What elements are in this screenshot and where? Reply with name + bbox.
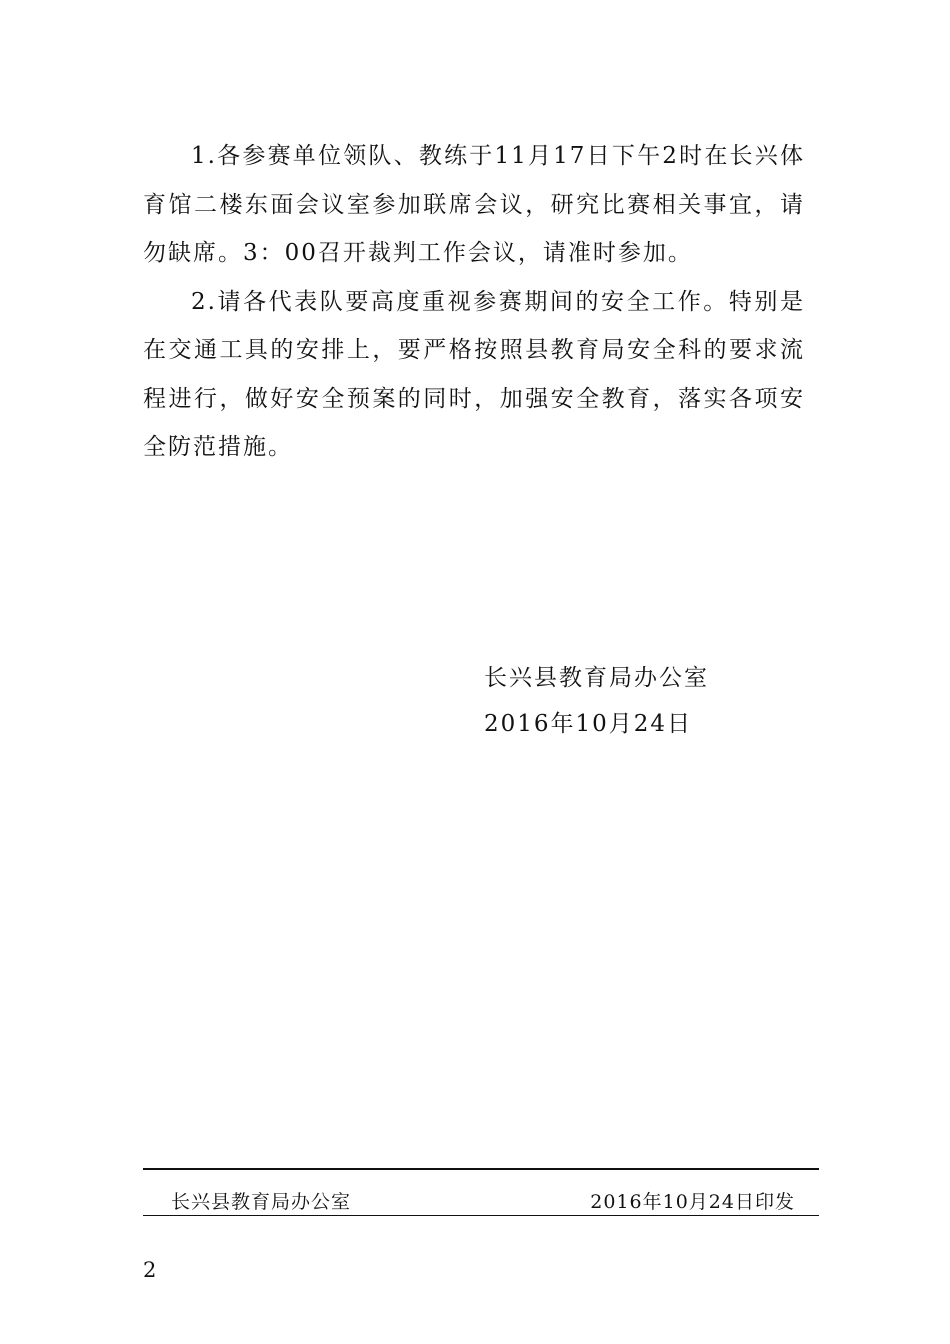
footer-issue-date: 2016年10月24日印发 bbox=[590, 1191, 795, 1213]
signature-date: 2016年10月24日 bbox=[484, 711, 693, 737]
paragraph-1: 1.各参赛单位领队、教练于11月17日下午2时在长兴体育馆二楼东面会议室参加联席会议，研究比赛相关事宜，请勿缺席。3：00召开裁判工作会议，请准时参加。 bbox=[143, 143, 805, 266]
paragraph-2: 2.请各代表队要高度重视参赛期间的安全工作。特别是在交通工具的安排上，要严格按照县教育局安全科的要求流程进行，做好安全预案的同时，加强安全教育，落实各项安全防范措施。 bbox=[143, 288, 805, 460]
footer-issuer: 长兴县教育局办公室 bbox=[171, 1191, 352, 1213]
footer-bottom-rule bbox=[143, 1215, 819, 1216]
page-number: 2 bbox=[143, 1258, 157, 1282]
footer-top-rule bbox=[143, 1168, 819, 1170]
signature-office: 长兴县教育局办公室 bbox=[484, 665, 709, 691]
signature-block bbox=[484, 655, 709, 747]
body-text bbox=[143, 132, 805, 472]
